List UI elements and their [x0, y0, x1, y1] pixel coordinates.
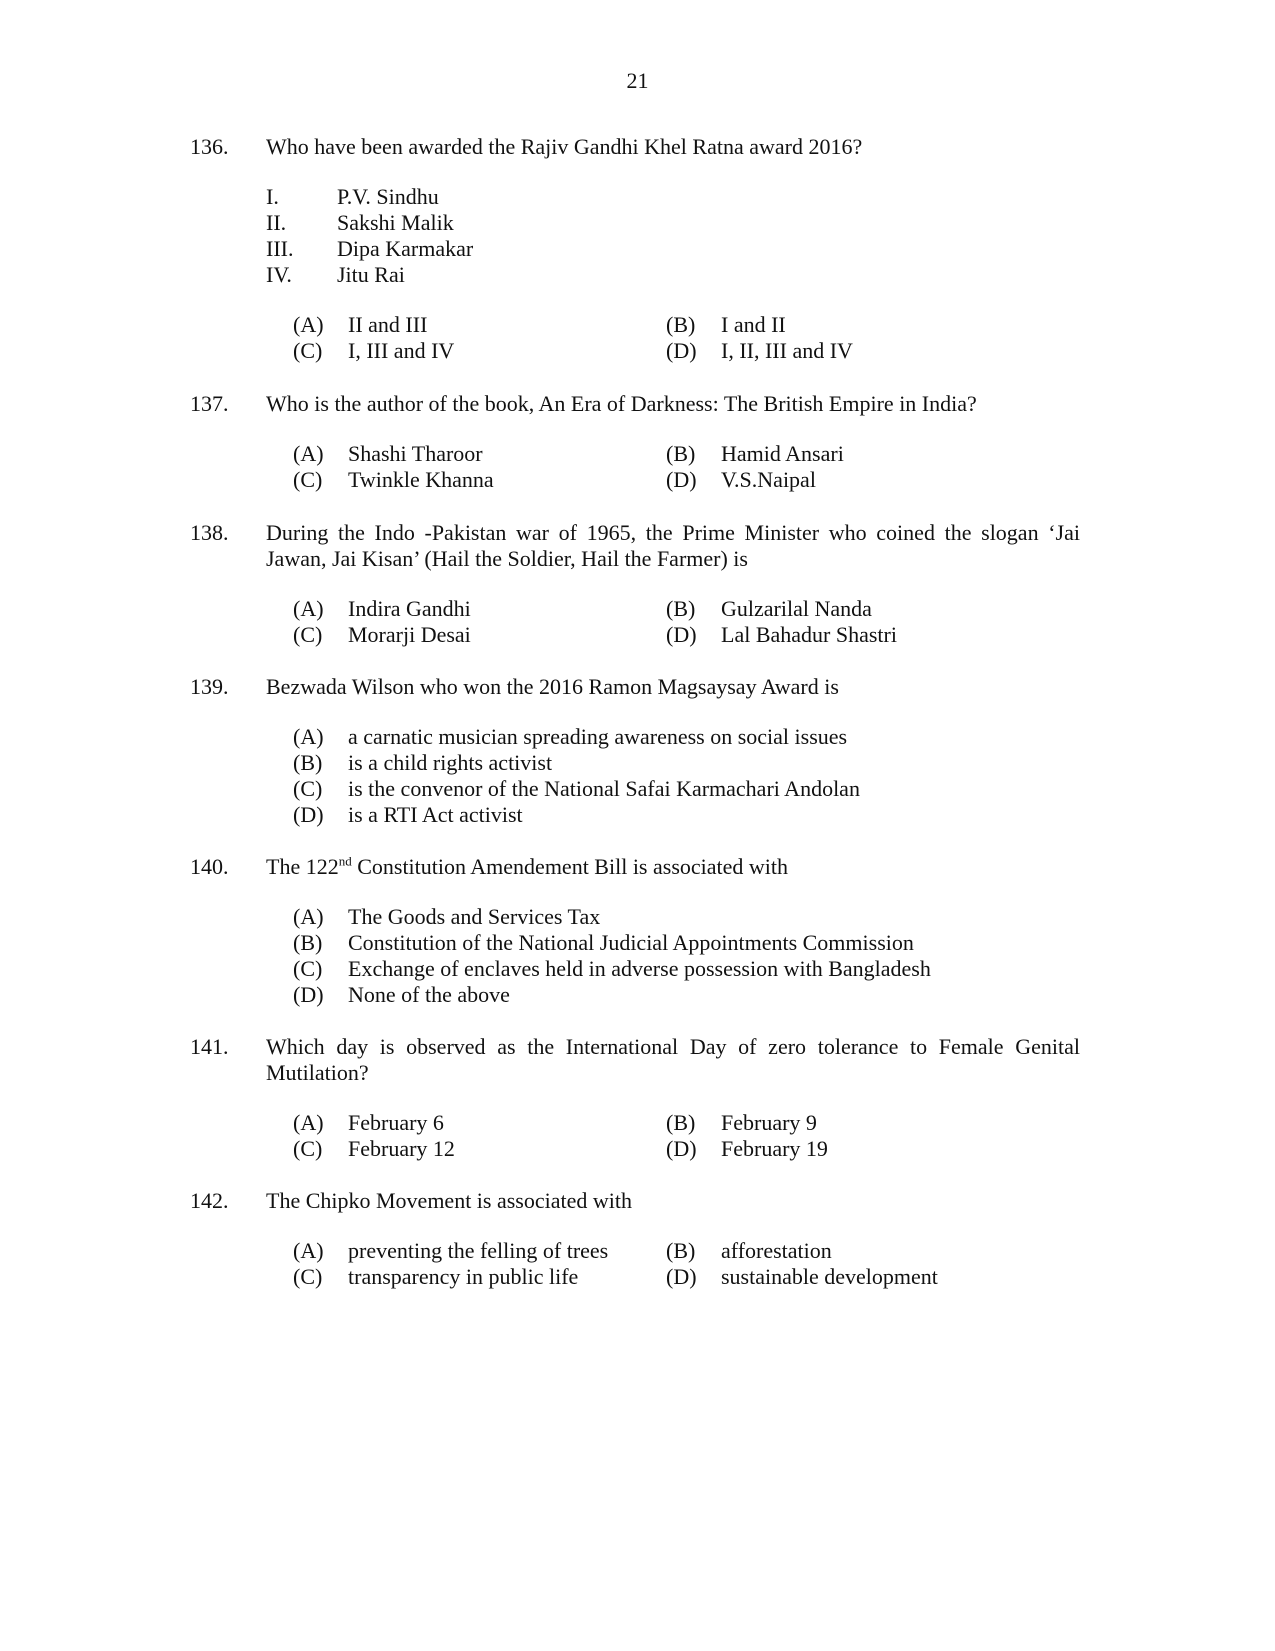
options — [293, 724, 1080, 828]
option-b[interactable]: (B) is a child rights activist — [293, 750, 553, 775]
option-c[interactable]: (C) transparency in public life — [293, 1264, 579, 1289]
question-text: The Chipko Movement is associated with — [266, 1188, 632, 1213]
question-137 — [190, 391, 1080, 493]
question-number: 139. — [190, 674, 229, 699]
options — [293, 1238, 1080, 1290]
question-number: 140. — [190, 854, 229, 879]
option-c[interactable]: (C) Twinkle Khanna — [293, 467, 494, 492]
option-b[interactable]: (B) afforestation — [666, 1238, 832, 1263]
statement-number: III. — [266, 236, 294, 261]
statement-item — [266, 184, 1080, 210]
option-b[interactable]: (B) Constitution of the National Judicial Appointments Commission — [293, 930, 914, 955]
statement-list — [266, 184, 1080, 288]
ordinal-suffix: nd — [338, 853, 352, 869]
options — [293, 441, 1080, 493]
question-number: 136. — [190, 134, 229, 159]
option-c[interactable]: (C) Exchange of enclaves held in adverse possession with Bangladesh — [293, 956, 931, 981]
option-b[interactable]: (B) Hamid Ansari — [666, 441, 844, 466]
option-b[interactable]: (B) Gulzarilal Nanda — [666, 596, 872, 621]
option-d[interactable]: (D) V.S.Naipal — [666, 467, 816, 492]
option-d[interactable]: (D) Lal Bahadur Shastri — [666, 622, 897, 647]
statement-item — [266, 236, 1080, 262]
option-a[interactable]: (A) a carnatic musician spreading awareness on social issues — [293, 724, 848, 749]
option-d[interactable]: (D) is a RTI Act activist — [293, 802, 523, 827]
statement-number: II. — [266, 210, 287, 235]
statement-text: P.V. Sindhu — [337, 184, 439, 209]
options — [293, 904, 1080, 1008]
option-d[interactable]: (D) None of the above — [293, 982, 510, 1007]
question-text: Bezwada Wilson who won the 2016 Ramon Magsaysay Award is — [266, 674, 839, 699]
option-a[interactable]: (A) II and III — [293, 312, 428, 337]
option-d[interactable]: (D) sustainable development — [666, 1264, 938, 1289]
option-a[interactable]: (A) The Goods and Services Tax — [293, 904, 601, 929]
option-a[interactable]: (A) February 6 — [293, 1110, 444, 1135]
question-number: 141. — [190, 1034, 229, 1059]
question-139 — [190, 674, 1080, 828]
question-text: Which day is observed as the International Day of zero tolerance to Female Genital Mutilation? — [266, 1034, 1080, 1085]
option-c[interactable]: (C) I, III and IV — [293, 338, 455, 363]
page-number: 21 — [626, 68, 649, 93]
option-d[interactable]: (D) February 19 — [666, 1136, 828, 1161]
option-b[interactable]: (B) I and II — [666, 312, 786, 337]
option-a[interactable]: (A) Indira Gandhi — [293, 596, 471, 621]
statement-text: Sakshi Malik — [337, 210, 454, 235]
statement-text: Jitu Rai — [337, 262, 405, 287]
question-number: 137. — [190, 391, 229, 416]
question-141 — [190, 1034, 1080, 1162]
statement-item — [266, 210, 1080, 236]
option-d[interactable]: (D) I, II, III and IV — [666, 338, 853, 363]
statement-text: Dipa Karmakar — [337, 236, 474, 261]
question-138 — [190, 520, 1080, 648]
options — [293, 312, 1080, 364]
question-text: The 122nd Constitution Amendement Bill is associated with — [266, 853, 789, 879]
question-text: During the Indo -Pakistan war of 1965, the Prime Minister who coined the slogan ‘Jai Jawan, Jai Kisan’ (Hail the Soldier, Hail the Farmer) is — [266, 520, 1080, 571]
statement-number: IV. — [266, 262, 292, 287]
question-text: Who is the author of the book, An Era of Darkness: The British Empire in India? — [266, 391, 977, 416]
question-number: 138. — [190, 520, 229, 545]
question-140 — [190, 854, 1080, 1008]
option-c[interactable]: (C) February 12 — [293, 1136, 455, 1161]
option-c[interactable]: (C) Morarji Desai — [293, 622, 471, 647]
options — [293, 1110, 1080, 1162]
question-142 — [190, 1188, 1080, 1290]
option-c[interactable]: (C) is the convenor of the National Safai Karmachari Andolan — [293, 776, 860, 801]
question-text: Who have been awarded the Rajiv Gandhi Khel Ratna award 2016? — [266, 134, 863, 159]
question-number: 142. — [190, 1188, 229, 1213]
option-a[interactable]: (A) Shashi Tharoor — [293, 441, 483, 466]
option-b[interactable]: (B) February 9 — [666, 1110, 817, 1135]
statement-number: I. — [266, 184, 279, 209]
option-a[interactable]: (A) preventing the felling of trees — [293, 1238, 609, 1263]
question-136 — [190, 134, 1080, 364]
statement-item — [266, 262, 1080, 288]
options — [293, 596, 1080, 648]
